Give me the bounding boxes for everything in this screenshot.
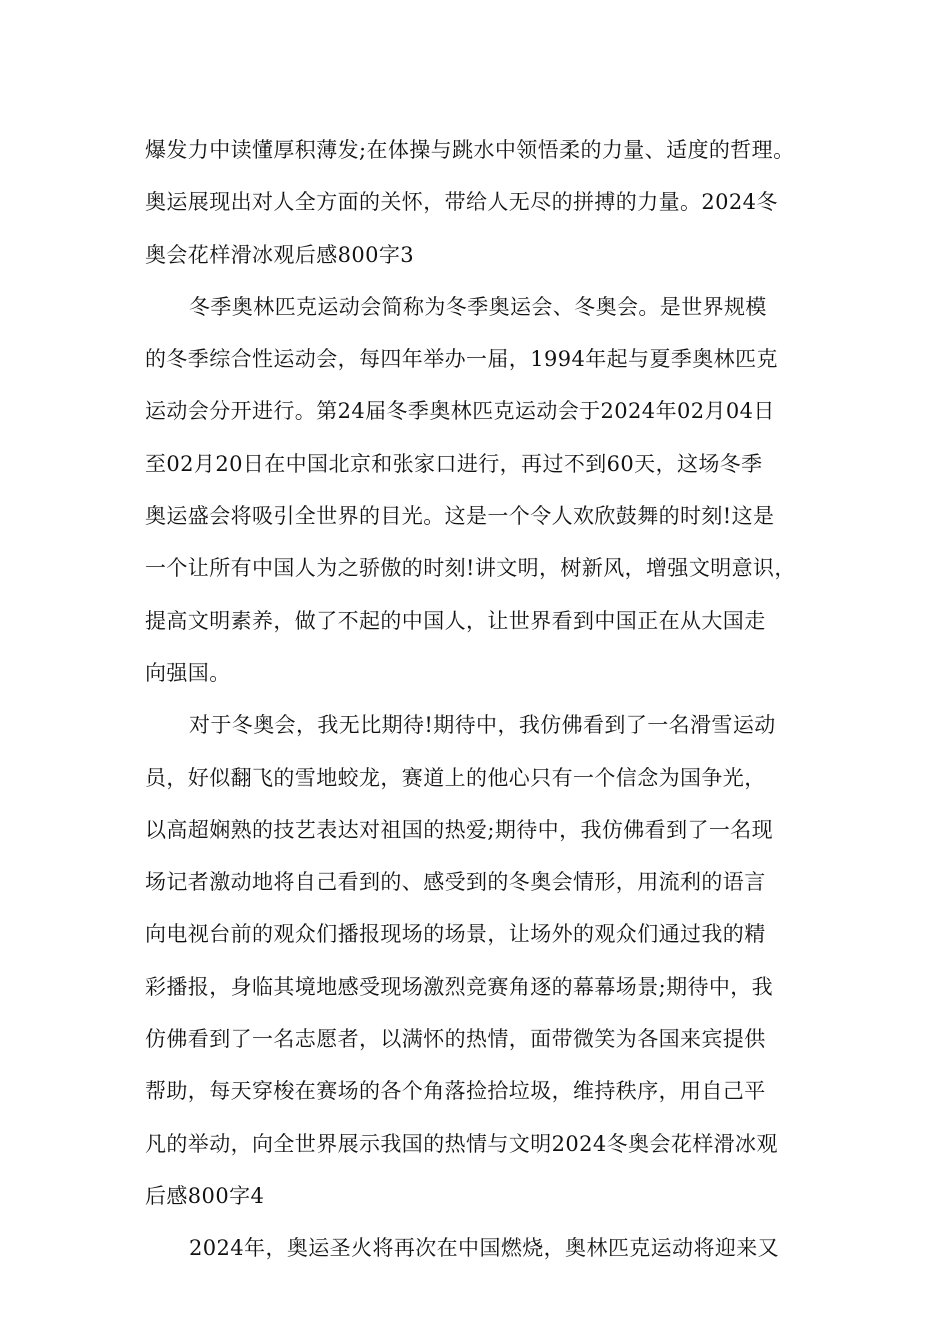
text-line: 至02月20日在中国北京和张家口进行，再过不到60天，这场冬季 <box>145 451 763 476</box>
text-line: 的冬季综合性运动会，每四年举办一届，1994年起与夏季奥林匹克 <box>145 347 778 372</box>
text-line: 奥运展现出对人全方面的关怀，带给人无尽的拼搏的力量。2024冬 <box>145 190 778 215</box>
text-line: 场记者激动地将自己看到的、感受到的冬奥会情形，用流利的语言 <box>145 870 766 895</box>
paragraph-3 <box>145 699 815 1222</box>
text-line: 帮助，每天穿梭在赛场的各个角落捡拾垃圾，维持秩序，用自己平 <box>145 1079 766 1104</box>
text-line: 以高超娴熟的技艺表达对祖国的热爱;期待中，我仿佛看到了一名现 <box>145 817 774 842</box>
text-line: 爆发力中读懂厚积薄发;在体操与跳水中领悟柔的力量、适度的哲理。 <box>145 138 795 162</box>
text-line: 奥会花样滑冰观后感800字3 <box>145 242 415 267</box>
text-line: 彩播报，身临其境地感受现场激烈竞赛角逐的幕幕场景;期待中，我 <box>145 974 774 999</box>
text-line: 仿佛看到了一名志愿者，以满怀的热情，面带微笑为各国来宾提供 <box>145 1027 766 1052</box>
paragraph-4 <box>145 1222 815 1274</box>
text-line: 员，好似翻飞的雪地蛟龙，赛道上的他心只有一个信念为国争光， <box>145 765 766 790</box>
text-line: 凡的举动，向全世界展示我国的热情与文明2024冬奥会花样滑冰观 <box>145 1131 778 1156</box>
text-line: 2024年，奥运圣火将再次在中国燃烧，奥林匹克运动将迎来又 <box>189 1236 780 1261</box>
text-line: 提高文明素养，做了不起的中国人，让世界看到中国正在从大国走 <box>145 608 766 633</box>
paragraph-2 <box>145 281 815 699</box>
text-line: 向强国。 <box>145 660 231 685</box>
text-line: 一个让所有中国人为之骄傲的时刻!讲文明，树新风，增强文明意识， <box>145 556 796 581</box>
text-line: 奥运盛会将吸引全世界的目光。这是一个令人欢欣鼓舞的时刻!这是 <box>145 504 775 529</box>
text-line: 运动会分开进行。第24届冬季奥林匹克运动会于2024年02月04日 <box>145 399 775 424</box>
paragraph-1 <box>145 124 815 281</box>
text-line: 向电视台前的观众们播报现场的场景，让场外的观众们通过我的精 <box>145 922 766 947</box>
text-line: 后感800字4 <box>145 1183 265 1208</box>
text-line: 对于冬奥会，我无比期待!期待中，我仿佛看到了一名滑雪运动 <box>189 713 776 738</box>
document-body <box>145 124 815 1275</box>
text-line: 冬季奥林匹克运动会简称为冬季奥运会、冬奥会。是世界规模 <box>189 294 767 319</box>
